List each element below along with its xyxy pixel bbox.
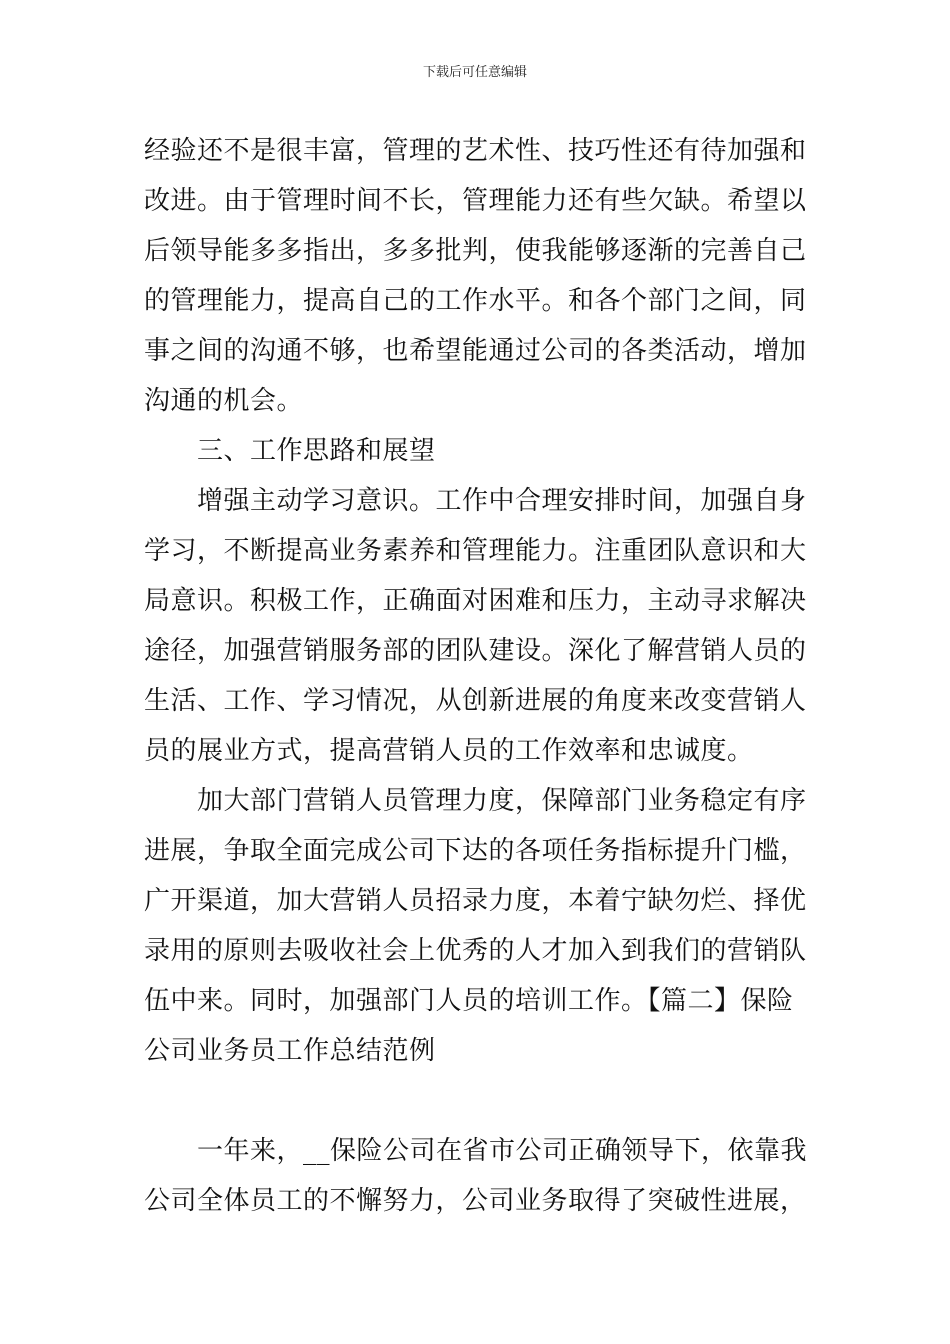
page-header-note: 下载后可任意编辑 [422, 65, 527, 80]
text-line: 伍中来。同时，加强部门人员的培训工作。【篇二】保险 [144, 986, 794, 1016]
text-line: 的管理能力，提高自己的工作水平。和各个部门之间，同 [144, 286, 807, 316]
text-line: 经验还不是很丰富，管理的艺术性、技巧性还有待加强和 [144, 136, 807, 166]
text-line: 改进。由于管理时间不长，管理能力还有些欠缺。希望以 [144, 186, 807, 216]
text-line: 广开渠道，加大营销人员招录力度，本着宁缺勿烂、择优 [144, 886, 807, 916]
text-line: 公司业务员工作总结范例 [144, 1036, 436, 1066]
text-line: 途径，加强营销服务部的团队建设。深化了解营销人员的 [144, 636, 807, 666]
text-line: 进展，争取全面完成公司下达的各项任务指标提升门槛， [144, 836, 807, 866]
document-body [144, 126, 814, 1226]
text-line: 生活、工作、学习情况，从创新进展的角度来改变营销人 [144, 686, 807, 716]
text-line: 一年来，__保险公司在省市公司正确领导下，依靠我 [197, 1136, 808, 1166]
text-line: 录用的原则去吸收社会上优秀的人才加入到我们的营销队 [144, 936, 807, 966]
text-line: 局意识。积极工作，正确面对困难和压力，主动寻求解决 [144, 586, 807, 616]
text-line: 后领导能多多指出，多多批判，使我能够逐渐的完善自己 [144, 236, 807, 266]
section-heading: 三、工作思路和展望 [197, 436, 436, 466]
text-line: 增强主动学习意识。工作中合理安排时间，加强自身 [197, 486, 807, 516]
text-line: 沟通的机会。 [144, 386, 304, 416]
text-line: 员的展业方式，提高营销人员的工作效率和忠诚度。 [144, 736, 754, 766]
text-line: 加大部门营销人员管理力度，保障部门业务稳定有序 [197, 786, 807, 816]
text-line: 公司全体员工的不懈努力，公司业务取得了突破性进展， [144, 1186, 807, 1216]
text-line: 事之间的沟通不够，也希望能通过公司的各类活动，增加 [144, 336, 807, 366]
paragraph-gap [144, 1076, 814, 1126]
text-line: 学习，不断提高业务素养和管理能力。注重团队意识和大 [144, 536, 807, 566]
